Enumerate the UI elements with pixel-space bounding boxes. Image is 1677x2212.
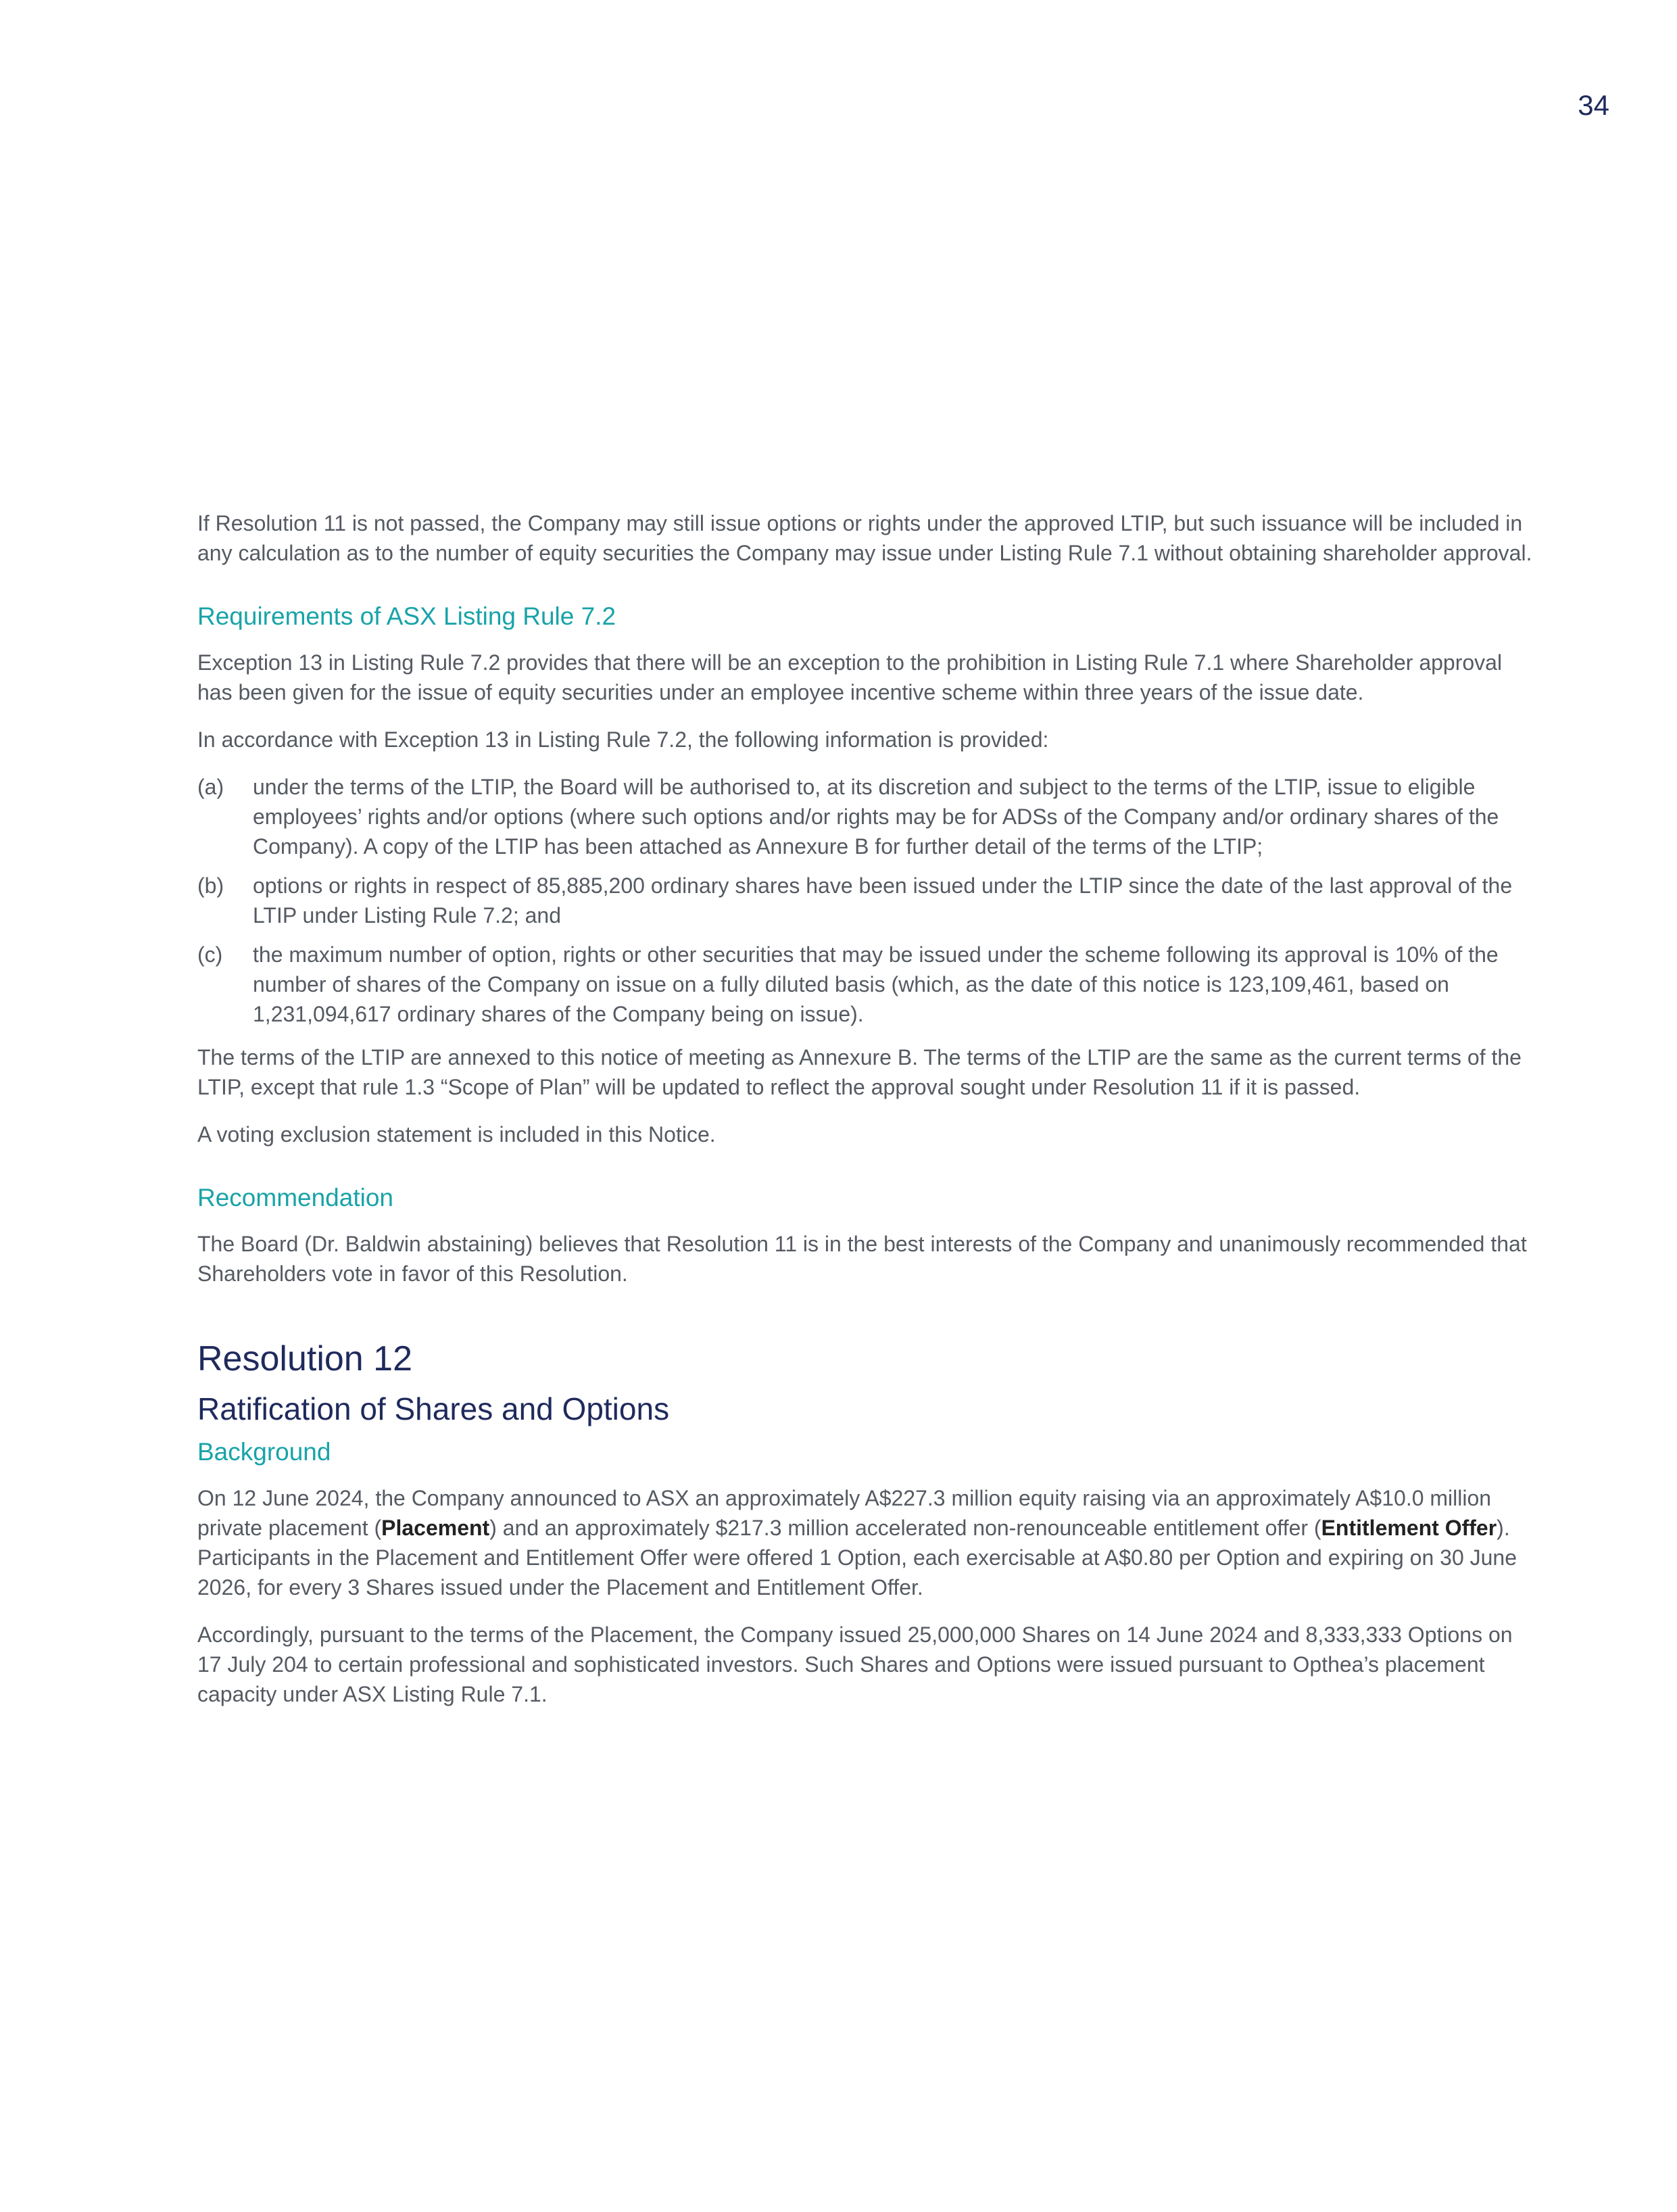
resolution-12-title: Resolution 12 (197, 1339, 412, 1378)
page-number: 34 (1578, 89, 1609, 121)
list-text: options or rights in respect of 85,885,200 ordinary shares have been issued under the LTIP since the date of the last approval of the LTIP under Listing Rule 7.2; and (253, 873, 1513, 928)
background-paragraph-2: Accordingly, pursuant to the terms of the Placement, the Company issued 25,000,000 Shares on 14 June 2024 and 8,333,333 Options on 17 July 204 to certain professional and sophisticated investors. Such Shares and Options were issued pursuant to Opthea’s placement capacity under ASX Listing Rule 7.1. (197, 1622, 1513, 1706)
list-item (197, 871, 1536, 930)
list-marker: (a) (197, 775, 224, 799)
list-marker: (c) (197, 942, 223, 967)
background-text-part-3: ). Participants in the Placement and Entitlement Offer were offered 1 Option, each exercisable at A$0.80 per Option and expiring on 30 June 2026, for every 3 Shares issued under the Placement and Entitlement Offer. (197, 1516, 1517, 1600)
requirements-list (197, 772, 1536, 1029)
background-text-part-2: ) and an approximately $217.3 million accelerated non-renounceable entitlement offer ( (489, 1516, 1321, 1540)
list-item (197, 772, 1536, 861)
voting-exclusion-paragraph: A voting exclusion statement is included in this Notice. (197, 1122, 716, 1147)
list-item (197, 940, 1536, 1029)
recommendation-heading: Recommendation (197, 1184, 393, 1211)
placement-term: Placement (381, 1516, 490, 1540)
entitlement-offer-term: Entitlement Offer (1321, 1516, 1497, 1540)
background-text-part-1: On 12 June 2024, the Company announced to ASX an approximately A$227.3 million equity raising via an approximately A$10.0 million private placement ( (197, 1486, 1492, 1540)
list-text: under the terms of the LTIP, the Board will be authorised to, at its discretion and subject to the terms of the LTIP, issue to eligible employees’ rights and/or options (where such options and/or rights may be for ADSs of the Company and/or ordinary shares of the Company). A copy of the LTIP has been attached as Annexure B for further detail of the terms of the LTIP; (253, 775, 1499, 859)
recommendation-paragraph: The Board (Dr. Baldwin abstaining) believes that Resolution 11 is in the best interests of the Company and unanimously recommended that Shareholders vote in favor of this Resolution. (197, 1232, 1527, 1286)
list-marker: (b) (197, 873, 224, 898)
background-heading: Background (197, 1438, 331, 1466)
requirements-heading: Requirements of ASX Listing Rule 7.2 (197, 602, 616, 630)
document-body (197, 508, 1536, 1727)
resolution-12-subtitle: Ratification of Shares and Options (197, 1391, 670, 1426)
background-paragraph-1 (197, 1483, 1536, 1602)
requirements-paragraph-3: The terms of the LTIP are annexed to this notice of meeting as Annexure B. The terms of the LTIP are the same as the current terms of the LTIP, except that rule 1.3 “Scope of Plan” will be updated to reflect the approval sought under Resolution 11 if it is passed. (197, 1045, 1522, 1099)
intro-paragraph: If Resolution 11 is not passed, the Company may still issue options or rights under the approved LTIP, but such issuance will be included in any calculation as to the number of equity securities the Company may issue under Listing Rule 7.1 without obtaining shareholder approval. (197, 511, 1532, 565)
requirements-paragraph-2: In accordance with Exception 13 in Listing Rule 7.2, the following information is provided: (197, 727, 1049, 752)
list-text: the maximum number of option, rights or other securities that may be issued under the scheme following its approval is 10% of the number of shares of the Company on issue on a fully diluted basis (which, as the date of this notice is 123,109,461, based on 1,231,094,617 ordinary shares of the Company being on issue). (253, 942, 1499, 1026)
requirements-paragraph-1: Exception 13 in Listing Rule 7.2 provides that there will be an exception to the prohibition in Listing Rule 7.1 where Shareholder approval has been given for the issue of equity securities under an employee incentive scheme within three years of the issue date. (197, 650, 1503, 704)
